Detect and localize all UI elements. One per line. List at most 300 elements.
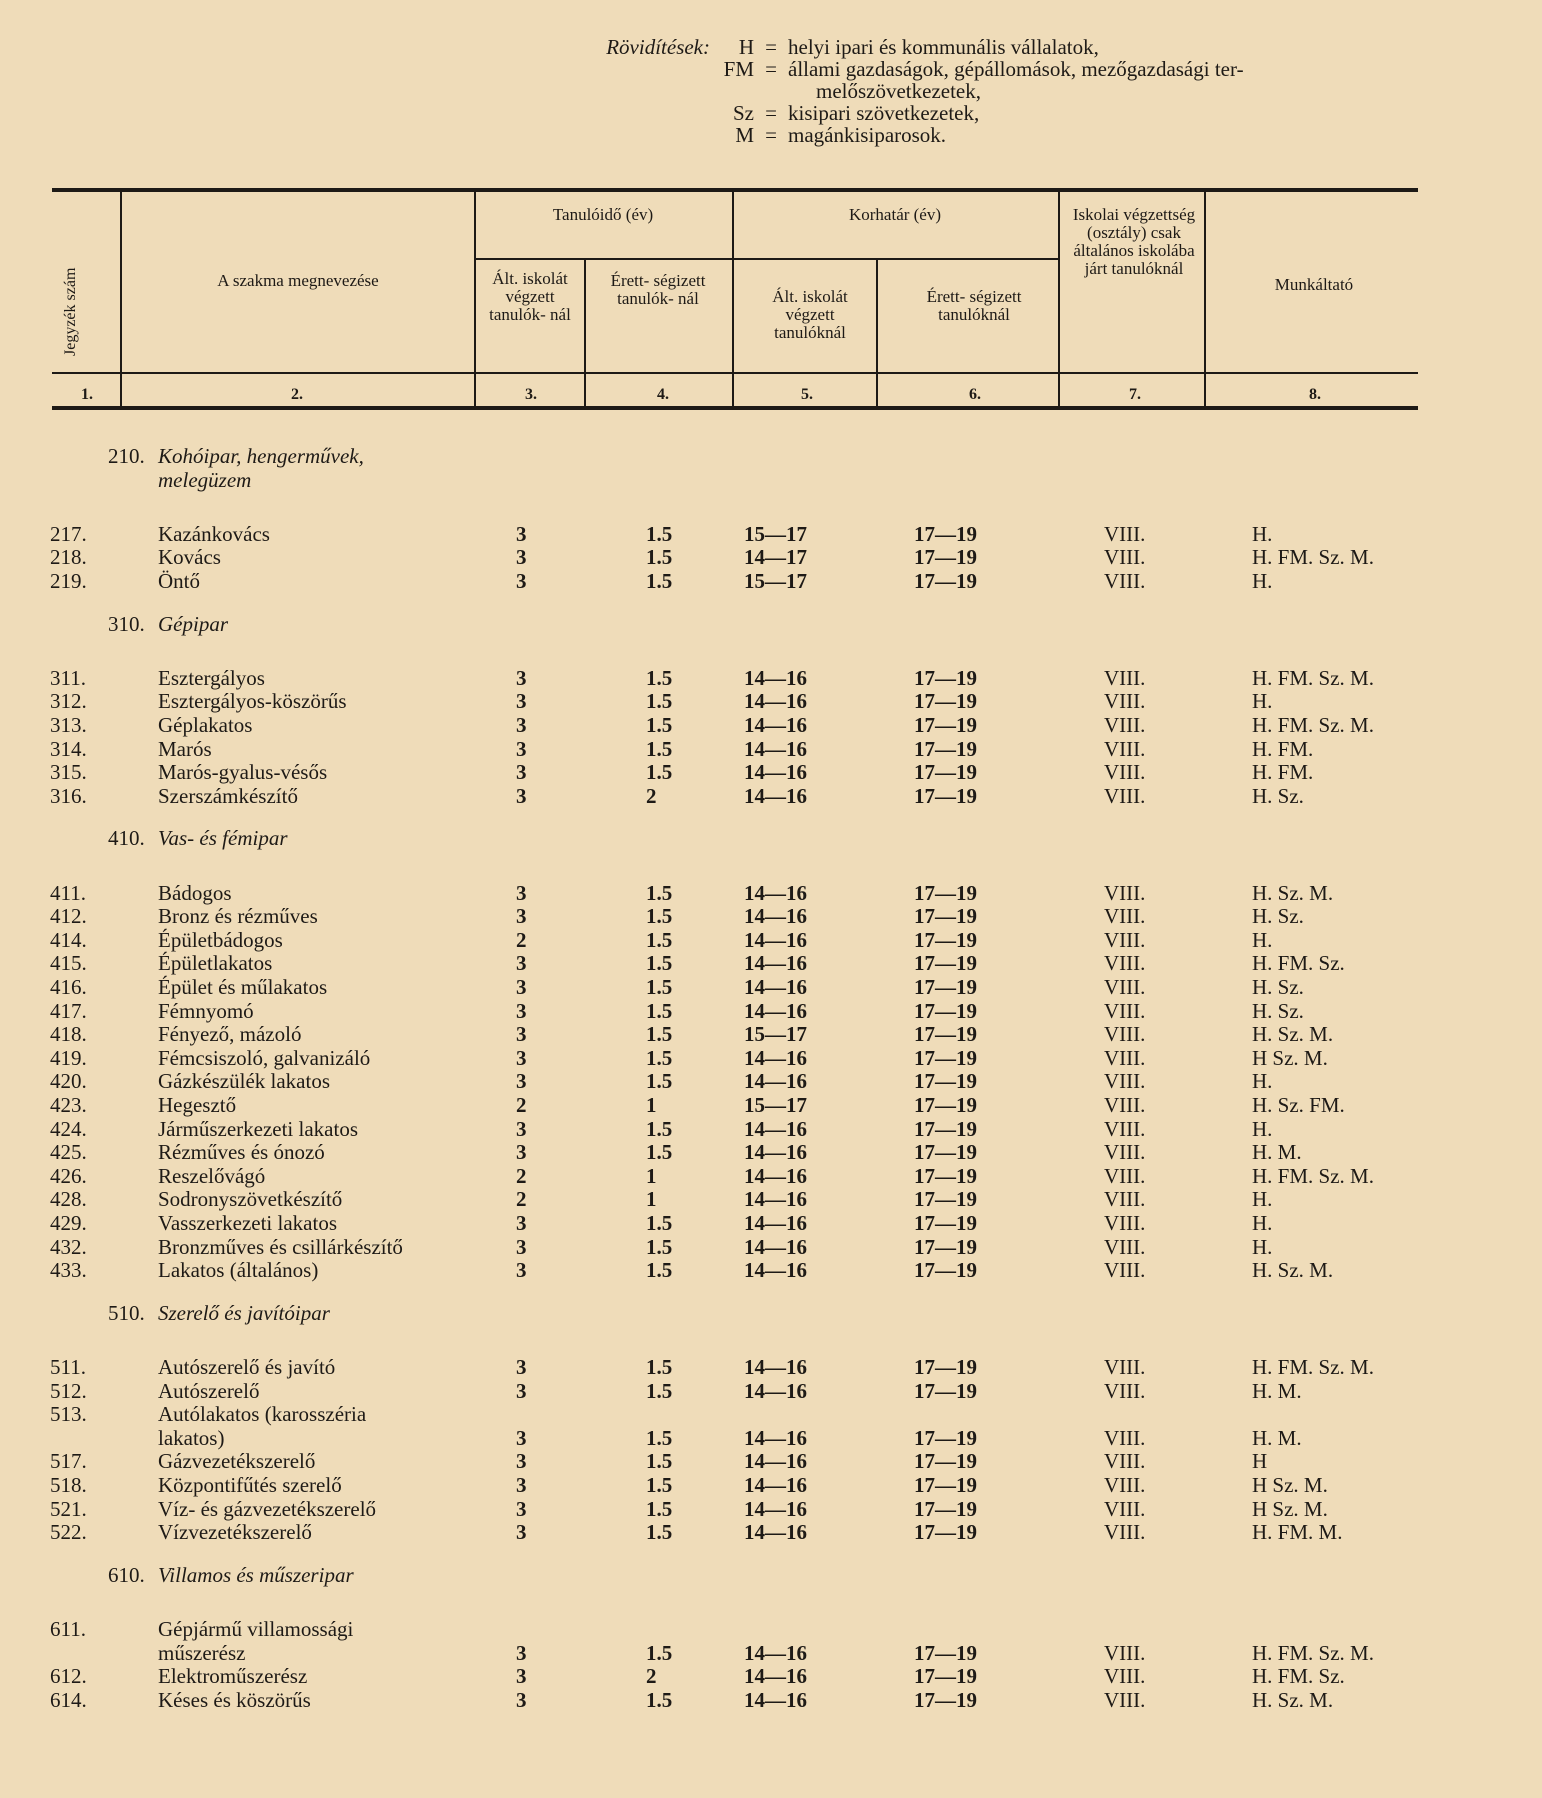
age-limit-matura: 17—19 bbox=[914, 1687, 977, 1712]
row-number: 312. bbox=[50, 689, 87, 714]
table-row-continued bbox=[0, 1617, 1542, 1641]
age-limit-matura: 17—19 bbox=[914, 904, 977, 929]
employer: H. bbox=[1252, 569, 1273, 594]
age-limit-matura: 17—19 bbox=[914, 1211, 977, 1235]
abbr-code: H bbox=[738, 35, 754, 59]
row-number: 415. bbox=[50, 951, 87, 976]
age-limit-general: 14—16 bbox=[744, 783, 807, 808]
header-top-rule bbox=[52, 188, 1418, 192]
row-number: 311. bbox=[50, 665, 86, 690]
abbr-code: FM bbox=[723, 57, 754, 81]
table-row bbox=[0, 1426, 1542, 1450]
age-limit-matura: 17—19 bbox=[914, 927, 977, 952]
table-row-continued bbox=[0, 1402, 1542, 1426]
trade-name: Rézműves és ónozó bbox=[158, 1140, 325, 1165]
age-limit-general: 14—16 bbox=[744, 1640, 807, 1665]
employer: H. bbox=[1252, 1234, 1273, 1259]
age-limit-general: 15—17 bbox=[744, 521, 807, 546]
employer: H. bbox=[1252, 689, 1273, 714]
age-limit-general: 14—16 bbox=[744, 1520, 807, 1545]
age-limit-general: 14—16 bbox=[744, 904, 807, 929]
header-munkaltato: Munkáltató bbox=[1274, 275, 1354, 294]
training-years-matura: 1.5 bbox=[646, 1378, 673, 1403]
school-level: VIII. bbox=[1104, 569, 1146, 594]
table-row bbox=[0, 666, 1542, 690]
employer: H. bbox=[1252, 1187, 1273, 1212]
school-level: VIII. bbox=[1104, 998, 1146, 1023]
trade-name: Gépjármű villamossági bbox=[158, 1616, 354, 1641]
age-limit-general: 14—16 bbox=[744, 1069, 807, 1094]
row-number: 412. bbox=[50, 904, 87, 929]
age-limit-general: 14—16 bbox=[744, 665, 807, 690]
trade-name: Kovács bbox=[158, 545, 221, 570]
column-number: 3. bbox=[525, 386, 537, 403]
abbr-eq: = bbox=[765, 57, 777, 81]
abbreviation-row bbox=[560, 102, 1476, 124]
school-level: VIII. bbox=[1104, 1496, 1146, 1521]
trade-name: lakatos) bbox=[158, 1425, 225, 1450]
table-row bbox=[0, 1688, 1542, 1712]
training-years-general: 3 bbox=[516, 736, 527, 761]
age-limit-matura: 17—19 bbox=[914, 1093, 977, 1117]
trade-name: Géplakatos bbox=[158, 713, 253, 738]
training-years-matura: 1.5 bbox=[646, 951, 673, 976]
trade-name: Hegesztő bbox=[158, 1093, 237, 1117]
age-limit-matura: 17—19 bbox=[914, 1520, 977, 1545]
table-row bbox=[0, 569, 1542, 593]
age-limit-general: 15—17 bbox=[744, 1022, 807, 1047]
employer: H. Sz. FM. bbox=[1252, 1093, 1345, 1117]
employer: H. Sz. bbox=[1252, 998, 1304, 1023]
row-number: 218. bbox=[50, 545, 87, 570]
age-limit-matura: 17—19 bbox=[914, 975, 977, 999]
row-number: 429. bbox=[50, 1211, 87, 1235]
tanuloido-divider bbox=[474, 258, 732, 260]
section-heading bbox=[108, 1563, 354, 1587]
age-limit-matura: 17—19 bbox=[914, 689, 977, 714]
trade-name: Kazánkovács bbox=[158, 521, 270, 546]
trade-name: Épületbádogos bbox=[158, 927, 283, 952]
training-years-general: 3 bbox=[516, 998, 527, 1023]
training-years-general: 3 bbox=[516, 569, 527, 594]
header-col1: Jegyzék szám bbox=[62, 267, 79, 356]
row-number: 611. bbox=[50, 1616, 86, 1641]
abbreviation-row bbox=[560, 80, 1476, 102]
age-limit-general: 14—17 bbox=[744, 545, 807, 570]
employer: H. FM. Sz. M. bbox=[1252, 665, 1374, 690]
age-limit-general: 14—16 bbox=[744, 1187, 807, 1212]
row-number: 512. bbox=[50, 1378, 87, 1403]
school-level: VIII. bbox=[1104, 545, 1146, 570]
section-title: Szerelő és javítóipar bbox=[158, 1300, 330, 1325]
header-iskolai: Iskolai végzettség (osztály) csak általános iskolába járt tanulóknál bbox=[1072, 205, 1196, 278]
abbreviation-row bbox=[560, 124, 1476, 146]
table-row bbox=[0, 713, 1542, 737]
abbr-def: állami gazdaságok, gépállomások, mezőgazdasági ter- bbox=[788, 57, 1244, 81]
age-limit-general: 14—16 bbox=[744, 1354, 807, 1379]
row-number: 416. bbox=[50, 975, 87, 999]
school-level: VIII. bbox=[1104, 1449, 1146, 1474]
training-years-general: 3 bbox=[516, 760, 527, 785]
section-title: Villamos és műszeripar bbox=[158, 1562, 354, 1587]
row-number: 411. bbox=[50, 880, 86, 905]
training-years-general: 3 bbox=[516, 880, 527, 905]
school-level: VIII. bbox=[1104, 1354, 1146, 1379]
school-level: VIII. bbox=[1104, 760, 1146, 785]
age-limit-matura: 17—19 bbox=[914, 783, 977, 808]
age-limit-matura: 17—19 bbox=[914, 1354, 977, 1379]
table-row bbox=[0, 545, 1542, 569]
row-number: 420. bbox=[50, 1069, 87, 1094]
col-divider bbox=[474, 192, 476, 406]
school-level: VIII. bbox=[1104, 1069, 1146, 1094]
employer: H bbox=[1252, 1449, 1268, 1474]
table-row bbox=[0, 1046, 1542, 1070]
age-limit-general: 14—16 bbox=[744, 998, 807, 1023]
age-limit-matura: 17—19 bbox=[914, 1664, 977, 1689]
school-level: VIII. bbox=[1104, 1520, 1146, 1545]
training-years-general: 3 bbox=[516, 1258, 527, 1283]
table-row bbox=[0, 1449, 1542, 1473]
training-years-matura: 1.5 bbox=[646, 1496, 673, 1521]
column-number: 8. bbox=[1309, 386, 1321, 403]
age-limit-general: 15—17 bbox=[744, 1093, 807, 1117]
employer: H. bbox=[1252, 927, 1273, 952]
table-row bbox=[0, 1235, 1542, 1259]
trade-name: Öntő bbox=[158, 569, 200, 594]
training-years-general: 3 bbox=[516, 1378, 527, 1403]
training-years-general: 3 bbox=[516, 783, 527, 808]
section-heading bbox=[108, 612, 228, 636]
employer: H. Sz. bbox=[1252, 904, 1304, 929]
age-limit-general: 14—16 bbox=[744, 1045, 807, 1070]
row-number: 316. bbox=[50, 783, 87, 808]
trade-name: Központifűtés szerelő bbox=[158, 1472, 342, 1497]
table-row bbox=[0, 1258, 1542, 1282]
school-level: VIII. bbox=[1104, 1378, 1146, 1403]
age-limit-matura: 17—19 bbox=[914, 1640, 977, 1665]
row-number: 428. bbox=[50, 1187, 87, 1212]
training-years-matura: 1.5 bbox=[646, 569, 673, 594]
age-limit-matura: 17—19 bbox=[914, 521, 977, 546]
training-years-general: 3 bbox=[516, 1449, 527, 1474]
age-limit-general: 14—16 bbox=[744, 1425, 807, 1450]
trade-name: Autólakatos (karosszéria bbox=[158, 1402, 367, 1427]
training-years-matura: 1.5 bbox=[646, 1354, 673, 1379]
training-years-matura: 1.5 bbox=[646, 1520, 673, 1545]
employer: H. FM. bbox=[1252, 736, 1314, 761]
abbreviations-block bbox=[560, 36, 1476, 146]
section-heading bbox=[108, 444, 364, 492]
abbreviation-row bbox=[560, 58, 1476, 80]
age-limit-general: 14—16 bbox=[744, 760, 807, 785]
table-row bbox=[0, 881, 1542, 905]
table-row bbox=[0, 737, 1542, 761]
section-title-line2: melegüzem bbox=[158, 468, 252, 492]
col-divider bbox=[584, 258, 586, 406]
training-years-matura: 1.5 bbox=[646, 1687, 673, 1712]
row-number: 424. bbox=[50, 1116, 87, 1141]
training-years-matura: 1.5 bbox=[646, 1022, 673, 1047]
employer: H Sz. M. bbox=[1252, 1045, 1328, 1070]
age-limit-matura: 17—19 bbox=[914, 1140, 977, 1165]
training-years-general: 2 bbox=[516, 1093, 527, 1117]
trade-name: Bronzműves és csillárkészítő bbox=[158, 1234, 403, 1259]
school-level: VIII. bbox=[1104, 1116, 1146, 1141]
age-limit-matura: 17—19 bbox=[914, 1234, 977, 1259]
age-limit-matura: 17—19 bbox=[914, 951, 977, 976]
header-tanuloido: Tanulóidő (év) bbox=[552, 205, 654, 224]
section-heading bbox=[108, 1301, 330, 1325]
row-number: 518. bbox=[50, 1472, 87, 1497]
employer: H. bbox=[1252, 1116, 1273, 1141]
training-years-general: 3 bbox=[516, 1472, 527, 1497]
row-number: 425. bbox=[50, 1140, 87, 1165]
table-row bbox=[0, 1379, 1542, 1403]
training-years-general: 2 bbox=[516, 1163, 527, 1188]
age-limit-matura: 17—19 bbox=[914, 569, 977, 594]
training-years-matura: 1 bbox=[646, 1163, 657, 1188]
training-years-general: 2 bbox=[516, 927, 527, 952]
training-years-general: 3 bbox=[516, 713, 527, 738]
school-level: VIII. bbox=[1104, 521, 1146, 546]
section-number: 210. bbox=[108, 444, 145, 468]
trade-name: Épület és műlakatos bbox=[158, 975, 328, 999]
age-limit-general: 14—16 bbox=[744, 1378, 807, 1403]
employer: H. M. bbox=[1252, 1425, 1302, 1450]
employer: H. bbox=[1252, 1211, 1273, 1235]
section-number: 510. bbox=[108, 1300, 145, 1325]
row-number: 219. bbox=[50, 569, 87, 594]
abbr-def: melőszövetkezetek, bbox=[816, 79, 982, 103]
age-limit-general: 14—16 bbox=[744, 1140, 807, 1165]
abbreviation-row bbox=[560, 36, 1476, 58]
school-level: VIII. bbox=[1104, 1093, 1146, 1117]
training-years-general: 3 bbox=[516, 521, 527, 546]
trade-name: Fémnyomó bbox=[158, 998, 254, 1023]
training-years-general: 3 bbox=[516, 1069, 527, 1094]
trade-name: Víz- és gázvezetékszerelő bbox=[158, 1496, 377, 1521]
training-years-matura: 1.5 bbox=[646, 904, 673, 929]
abbr-def: magánkisiparosok. bbox=[788, 123, 947, 147]
school-level: VIII. bbox=[1104, 951, 1146, 976]
row-number: 433. bbox=[50, 1258, 87, 1283]
age-limit-matura: 17—19 bbox=[914, 713, 977, 738]
school-level: VIII. bbox=[1104, 689, 1146, 714]
age-limit-general: 15—17 bbox=[744, 569, 807, 594]
row-number: 517. bbox=[50, 1449, 87, 1474]
school-level: VIII. bbox=[1104, 975, 1146, 999]
age-limit-matura: 17—19 bbox=[914, 1045, 977, 1070]
training-years-matura: 1.5 bbox=[646, 1211, 673, 1235]
section-title: Gépipar bbox=[158, 611, 228, 636]
training-years-general: 3 bbox=[516, 1425, 527, 1450]
school-level: VIII. bbox=[1104, 1664, 1146, 1689]
training-years-matura: 1.5 bbox=[646, 927, 673, 952]
age-limit-general: 14—16 bbox=[744, 689, 807, 714]
training-years-matura: 1.5 bbox=[646, 689, 673, 714]
trade-name: Szerszámkészítő bbox=[158, 783, 298, 808]
training-years-general: 3 bbox=[516, 1116, 527, 1141]
training-years-matura: 1 bbox=[646, 1187, 657, 1212]
column-number: 6. bbox=[969, 386, 981, 403]
table-row bbox=[0, 1022, 1542, 1046]
school-level: VIII. bbox=[1104, 1187, 1146, 1212]
header-bottom-rule bbox=[52, 372, 1418, 374]
age-limit-matura: 17—19 bbox=[914, 1258, 977, 1283]
training-years-matura: 2 bbox=[646, 1664, 657, 1689]
row-number: 612. bbox=[50, 1664, 87, 1689]
table-row bbox=[0, 975, 1542, 999]
row-number: 419. bbox=[50, 1045, 87, 1070]
age-limit-general: 14—16 bbox=[744, 1258, 807, 1283]
training-years-general: 3 bbox=[516, 1140, 527, 1165]
employer: H. bbox=[1252, 521, 1273, 546]
section-number: 610. bbox=[108, 1562, 145, 1587]
training-years-general: 3 bbox=[516, 951, 527, 976]
training-years-general: 3 bbox=[516, 1496, 527, 1521]
trade-name: Vasszerkezeti lakatos bbox=[158, 1211, 338, 1235]
table-row bbox=[0, 1140, 1542, 1164]
training-years-matura: 1 bbox=[646, 1093, 657, 1117]
table-row bbox=[0, 522, 1542, 546]
training-years-general: 3 bbox=[516, 975, 527, 999]
trade-name: Gázvezetékszerelő bbox=[158, 1449, 316, 1474]
trade-name: Sodronyszövetkészítő bbox=[158, 1187, 343, 1212]
abbr-eq: = bbox=[765, 123, 777, 147]
row-number: 522. bbox=[50, 1520, 87, 1545]
table-row bbox=[0, 904, 1542, 928]
school-level: VIII. bbox=[1104, 783, 1146, 808]
training-years-matura: 1.5 bbox=[646, 1425, 673, 1450]
training-years-general: 3 bbox=[516, 1520, 527, 1545]
trade-name: Vízvezetékszerelő bbox=[158, 1520, 312, 1545]
school-level: VIII. bbox=[1104, 1045, 1146, 1070]
school-level: VIII. bbox=[1104, 904, 1146, 929]
trade-name: Késes és köszörűs bbox=[158, 1687, 311, 1712]
age-limit-matura: 17—19 bbox=[914, 1378, 977, 1403]
employer: H. FM. Sz. M. bbox=[1252, 713, 1374, 738]
employer: H. FM. Sz. bbox=[1252, 1664, 1345, 1689]
table-row bbox=[0, 951, 1542, 975]
trade-name: Fémcsiszoló, galvanizáló bbox=[158, 1045, 371, 1070]
section-heading bbox=[108, 826, 288, 850]
age-limit-matura: 17—19 bbox=[914, 1116, 977, 1141]
training-years-matura: 1.5 bbox=[646, 880, 673, 905]
table-row bbox=[0, 1117, 1542, 1141]
table-row bbox=[0, 784, 1542, 808]
column-number: 1. bbox=[81, 386, 93, 403]
training-years-general: 3 bbox=[516, 665, 527, 690]
age-limit-general: 14—16 bbox=[744, 927, 807, 952]
employer: H. FM. M. bbox=[1252, 1520, 1343, 1545]
age-limit-general: 14—16 bbox=[744, 1163, 807, 1188]
employer: H. FM. Sz. M. bbox=[1252, 545, 1374, 570]
row-number: 432. bbox=[50, 1234, 87, 1259]
training-years-matura: 1.5 bbox=[646, 1472, 673, 1497]
school-level: VIII. bbox=[1104, 736, 1146, 761]
trade-name: Épületlakatos bbox=[158, 951, 273, 976]
abbreviations-title: Rövidítések: bbox=[606, 35, 710, 59]
employer: H. Sz. M. bbox=[1252, 1022, 1334, 1047]
row-number: 217. bbox=[50, 521, 87, 546]
age-limit-general: 14—16 bbox=[744, 1234, 807, 1259]
employer: H. Sz. M. bbox=[1252, 1687, 1334, 1712]
age-limit-general: 14—16 bbox=[744, 1472, 807, 1497]
trade-name: Autószerelő bbox=[158, 1378, 260, 1403]
school-level: VIII. bbox=[1104, 1022, 1146, 1047]
trade-name: Fényező, mázoló bbox=[158, 1022, 302, 1047]
training-years-matura: 1.5 bbox=[646, 1234, 673, 1259]
age-limit-general: 14—16 bbox=[744, 975, 807, 999]
age-limit-matura: 17—19 bbox=[914, 880, 977, 905]
age-limit-matura: 17—19 bbox=[914, 1069, 977, 1094]
age-limit-matura: 17—19 bbox=[914, 1425, 977, 1450]
table-row bbox=[0, 1164, 1542, 1188]
age-limit-general: 14—16 bbox=[744, 1664, 807, 1689]
training-years-matura: 1.5 bbox=[646, 1045, 673, 1070]
age-limit-matura: 17—19 bbox=[914, 998, 977, 1023]
training-years-general: 3 bbox=[516, 1045, 527, 1070]
training-years-matura: 1.5 bbox=[646, 1449, 673, 1474]
table-row bbox=[0, 1520, 1542, 1544]
table-row bbox=[0, 1187, 1542, 1211]
korhatar-divider bbox=[732, 258, 1058, 260]
employer: H Sz. M. bbox=[1252, 1472, 1328, 1497]
trade-name: Autószerelő és javító bbox=[158, 1354, 336, 1379]
training-years-matura: 1.5 bbox=[646, 1140, 673, 1165]
table-row bbox=[0, 1664, 1542, 1688]
training-years-matura: 1.5 bbox=[646, 1069, 673, 1094]
school-level: VIII. bbox=[1104, 1234, 1146, 1259]
row-number: 314. bbox=[50, 736, 87, 761]
training-years-matura: 1.5 bbox=[646, 545, 673, 570]
school-level: VIII. bbox=[1104, 1640, 1146, 1665]
training-years-general: 3 bbox=[516, 1354, 527, 1379]
employer: H Sz. M. bbox=[1252, 1496, 1328, 1521]
column-number-rule bbox=[52, 406, 1418, 410]
age-limit-matura: 17—19 bbox=[914, 1449, 977, 1474]
age-limit-general: 14—16 bbox=[744, 1211, 807, 1235]
row-number: 513. bbox=[50, 1402, 87, 1427]
abbr-def: helyi ipari és kommunális vállalatok, bbox=[788, 35, 1099, 59]
school-level: VIII. bbox=[1104, 1472, 1146, 1497]
row-number: 614. bbox=[50, 1687, 87, 1712]
trade-name: Gázkészülék lakatos bbox=[158, 1069, 331, 1094]
training-years-general: 3 bbox=[516, 1234, 527, 1259]
training-years-general: 3 bbox=[516, 1640, 527, 1665]
age-limit-matura: 17—19 bbox=[914, 1187, 977, 1212]
training-years-general: 2 bbox=[516, 1187, 527, 1212]
trade-name: Esztergályos-köszörűs bbox=[158, 689, 347, 714]
abbr-eq: = bbox=[765, 35, 777, 59]
abbr-eq: = bbox=[765, 101, 777, 125]
section-number: 410. bbox=[108, 826, 145, 851]
training-years-general: 3 bbox=[516, 1687, 527, 1712]
age-limit-general: 14—16 bbox=[744, 713, 807, 738]
training-years-matura: 1.5 bbox=[646, 665, 673, 690]
training-years-general: 3 bbox=[516, 545, 527, 570]
employer: H. Sz. bbox=[1252, 975, 1304, 999]
age-limit-general: 14—16 bbox=[744, 1116, 807, 1141]
trade-name: műszerész bbox=[158, 1640, 246, 1665]
age-limit-matura: 17—19 bbox=[914, 736, 977, 761]
row-number: 511. bbox=[50, 1354, 86, 1379]
table-row bbox=[0, 1497, 1542, 1521]
school-level: VIII. bbox=[1104, 927, 1146, 952]
employer: H. FM. Sz. bbox=[1252, 951, 1345, 976]
row-number: 521. bbox=[50, 1496, 87, 1521]
